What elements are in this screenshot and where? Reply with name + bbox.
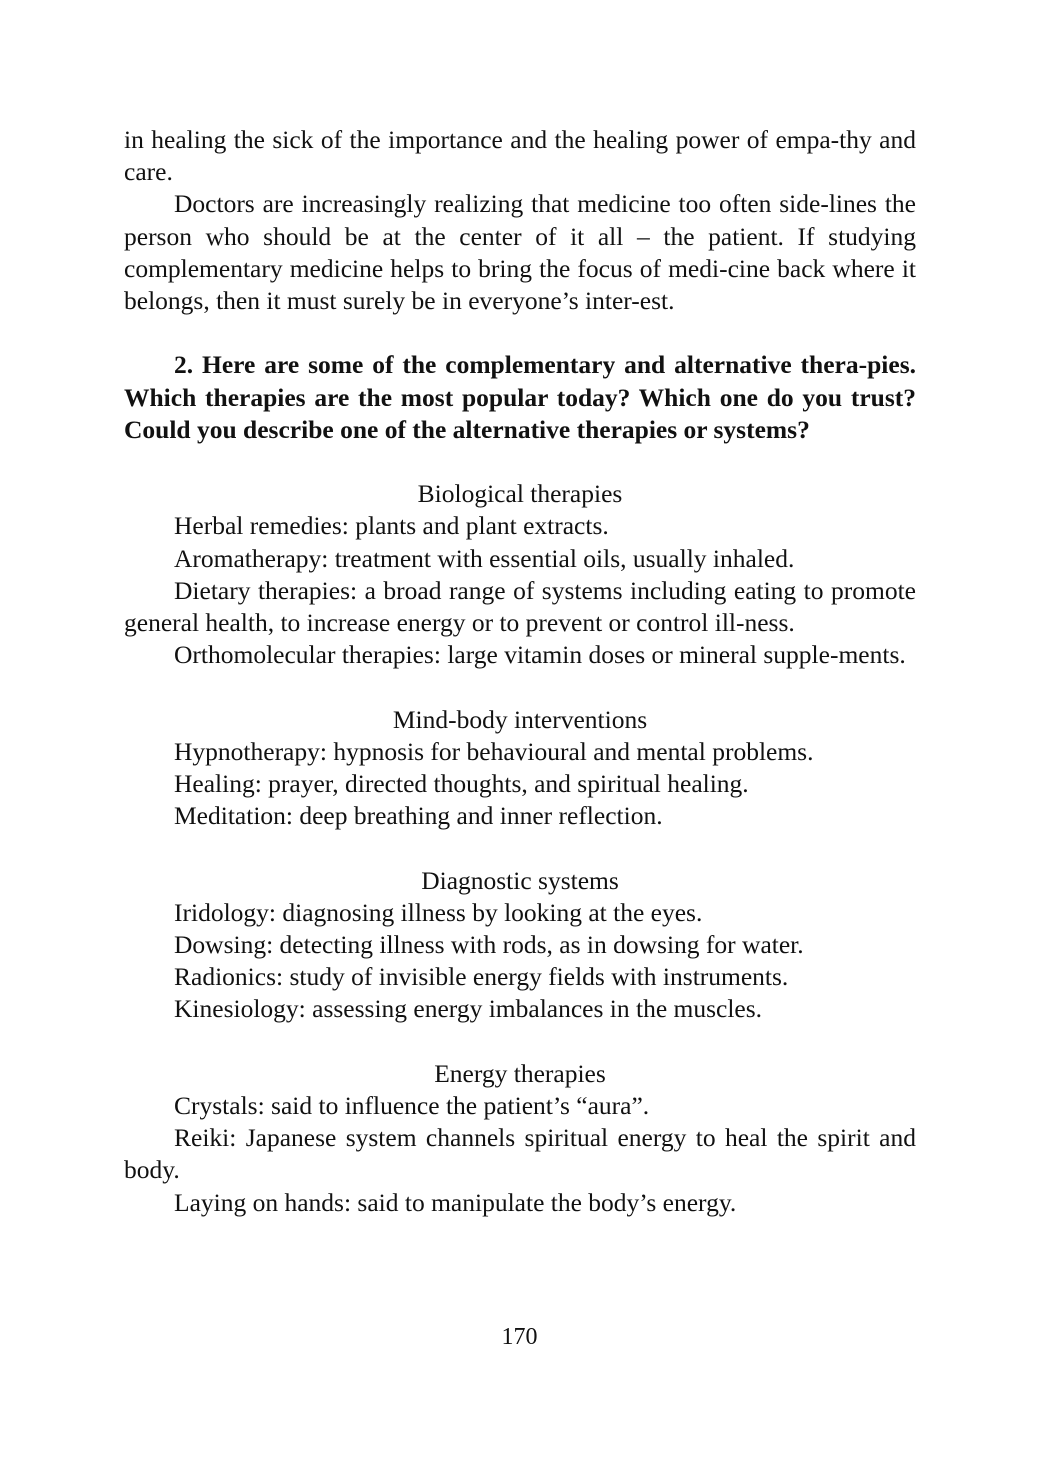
list-item: Laying on hands: said to manipulate the body’s energy. — [174, 1187, 737, 1217]
list-item: Orthomolecular therapies: large vitamin doses or mineral supple-ments. — [174, 640, 906, 670]
page-number: 170 — [501, 1324, 538, 1350]
list-item: Dietary therapies: a broad range of systems including eating to promote general health, to increase energy or to prevent or control ill-ness. — [124, 575, 916, 638]
intro-paragraph-2: Doctors are increasingly realizing that medicine too often side-lines the person who should be at the center of it all – the patient. If studying complementary medicine helps to bring the focus of medi-cine back where it belongs, then it must surely be in everyone’s inter-est. — [124, 189, 916, 316]
spacer — [124, 832, 916, 864]
list-item: Reiki: Japanese system channels spiritual energy to heal the spirit and body. — [124, 1123, 916, 1185]
spacer — [124, 317, 916, 349]
spacer — [124, 1026, 916, 1058]
list-item: Kinesiology: assessing energy imbalances in the muscles. — [174, 994, 763, 1024]
list-item: Dowsing: detecting illness with rods, as in dowsing for water. — [174, 930, 804, 960]
list-item: Radionics: study of invisible energy fields with instruments. — [174, 962, 789, 992]
section-heading: Mind-body interventions — [392, 704, 648, 734]
intro-paragraph-1: in healing the sick of the importance and the healing power of empa-thy and care. — [124, 125, 916, 187]
section-diagnostic-systems — [124, 865, 916, 1026]
section-heading: Diagnostic systems — [421, 865, 619, 895]
exercise-question: 2. Here are some of the complementary and alternative thera-pies. Which therapies are the most popular today? Which one do you trust? Could you describe one of the alternative therapies or systems? — [124, 350, 916, 444]
list-item: Hypnotherapy: hypnosis for behavioural and mental problems. — [174, 736, 814, 766]
spacer — [124, 446, 916, 478]
section-heading: Biological therapies — [417, 479, 623, 509]
section-mind-body-interventions — [124, 704, 916, 833]
page-body — [124, 124, 916, 1219]
section-heading: Energy therapies — [434, 1058, 606, 1088]
section-energy-therapies — [124, 1058, 916, 1219]
list-item: Iridology: diagnosing illness by looking at the eyes. — [174, 897, 703, 927]
section-biological-therapies — [124, 478, 916, 671]
list-item: Aromatherapy: treatment with essential oils, usually inhaled. — [174, 543, 795, 573]
list-item: Crystals: said to influence the patient’s “aura”. — [174, 1091, 650, 1121]
list-item: Herbal remedies: plants and plant extracts. — [174, 511, 609, 541]
spacer — [124, 671, 916, 703]
list-item: Meditation: deep breathing and inner reflection. — [174, 801, 663, 831]
list-item: Healing: prayer, directed thoughts, and spiritual healing. — [174, 769, 749, 799]
